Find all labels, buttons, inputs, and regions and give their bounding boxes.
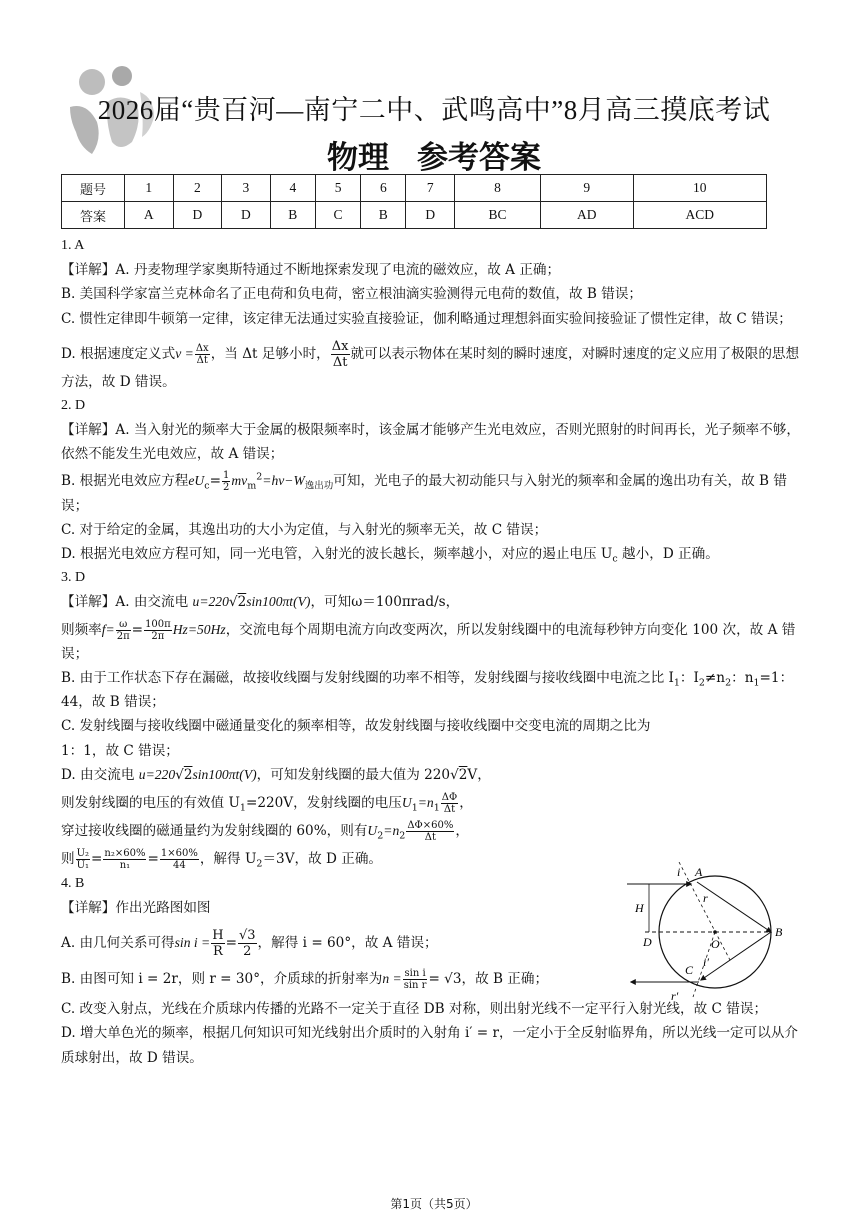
fraction: $\frac{H}{R}$ bbox=[212, 928, 224, 960]
question-3-option-a-line2: 则频率f= $\frac{\omega}{2\pi}$ = $\frac{100\pi}{2\pi}$ Hz=50Hz，交流电每个周期电流方向改变两次，所以发射线圈中的电流每秒钟方向变化 100 次，故 A 错误； bbox=[61, 618, 796, 662]
question-4-intro: 【详解】作出光路图如图 bbox=[61, 899, 211, 916]
table-header-number: 题号 bbox=[62, 175, 125, 202]
fraction: $\frac{1}{2}$ bbox=[222, 470, 230, 494]
label-r: r bbox=[703, 891, 708, 905]
question-3-option-d-line2: 则发射线圈的电压的有效值 $U_1=220V$，发射线圈的电压$U_1=n_1$ $\frac{\Delta\Phi}{\Delta t}$ ， bbox=[61, 792, 473, 816]
fraction: $\frac{\Delta x}{\Delta t}$ bbox=[331, 338, 349, 370]
question-3-heading: 3. D bbox=[61, 570, 86, 586]
question-4-option-d: D. 增大单色光的频率，根据几何知识可知光线射出介质时的入射角 i′ = r，一定小于全反射临界角，所以光线一定可以从介质球射出，故 D 错误。 bbox=[61, 1025, 799, 1066]
table-cell: 3 bbox=[222, 175, 271, 202]
question-3-option-d-line3: 穿过接收线圈的磁通量约为发射线圈的 60%，则有$U_2=n_2$ $\frac{\Delta\Phi\times 60\%}{\Delta t}$ ， bbox=[61, 820, 469, 844]
question-4-heading: 4. B bbox=[61, 875, 85, 891]
table-cell: B bbox=[270, 202, 315, 229]
table-cell: BC bbox=[455, 202, 541, 229]
table-cell: 2 bbox=[173, 175, 222, 202]
label-r-prime: r′ bbox=[671, 989, 679, 1003]
question-3-option-d-line1: D. 由交流电 u=220√2sin100πt(V)，可知发射线圈的最大值为 220√2V， bbox=[61, 766, 491, 783]
label-i: i bbox=[677, 865, 681, 879]
table-cell: 6 bbox=[361, 175, 406, 202]
fraction: $\frac{100\pi}{2\pi}$ bbox=[145, 618, 171, 642]
page-footer: 第1页（共5页） bbox=[390, 1197, 478, 1211]
refracted-ray-ab bbox=[697, 882, 771, 932]
table-row bbox=[62, 202, 767, 229]
table-cell: 10 bbox=[633, 175, 766, 202]
table-cell: 7 bbox=[406, 175, 455, 202]
answer-key-label: 参考答案 bbox=[417, 140, 541, 176]
table-cell: C bbox=[315, 202, 360, 229]
table-cell: ACD bbox=[633, 202, 766, 229]
table-header-answer: 答案 bbox=[62, 202, 125, 229]
exam-subtitle bbox=[0, 132, 868, 177]
question-3-option-c-line1: C. 发射线圈与接收线圈中磁通量变化的频率相等，故发射线圈与接收线圈中交变电流的周期之比为 bbox=[61, 718, 651, 735]
question-4-option-c: C. 改变入射点，光线在介质球内传播的光路不一定关于直径 DB 对称，则出射光线不一定平行入射光线，故 C 错误； bbox=[61, 1001, 768, 1018]
fraction: $\frac{\text{n₂×60\%}}{\text{n₁}}$ bbox=[104, 848, 146, 872]
question-4-option-a: A. 由几何关系可得sin i = $\frac{H}{R}$ = $\frac{√3}{2}$ ，解得 i = 60°，故 A 错误； bbox=[61, 928, 438, 960]
table-cell: 5 bbox=[315, 175, 360, 202]
fraction: $\frac{\Delta\Phi\times 60\%}{\Delta t}$ bbox=[407, 820, 454, 844]
fraction: $\frac{√3}{2}$ bbox=[238, 928, 256, 960]
question-3-option-a-line1: 【详解】A. 由交流电 u=220√2sin100πt(V)，可知ω＝100πrad/s， bbox=[61, 594, 460, 611]
label-o: O bbox=[711, 937, 720, 951]
label-c: C bbox=[685, 963, 694, 977]
question-3-option-b: B. 由于工作状态下存在漏磁，故接收线圈与发射线圈的功率不相等，发射线圈与接收线圈中电流之比 $I_1$：$I_2\ne n_2$：$n_1=1$：44，故 B 错误； bbox=[61, 670, 794, 711]
label-d: D bbox=[643, 935, 652, 949]
fraction: $\frac{\omega}{2\pi}$ bbox=[116, 618, 130, 642]
table-cell: 9 bbox=[540, 175, 633, 202]
table-row bbox=[62, 175, 767, 202]
table-cell: D bbox=[222, 202, 271, 229]
sqrt-symbol: √ bbox=[450, 766, 459, 783]
sqrt-symbol: √ bbox=[228, 594, 238, 611]
table-cell: 8 bbox=[455, 175, 541, 202]
question-2-option-d: D. 根据光电效应方程可知，同一光电管，入射光的波长越长，频率越小，对应的遏止电压 $U_c$ 越小，D 正确。 bbox=[61, 546, 719, 565]
question-4-option-b: B. 由图可知 i = 2r，则 r = 30°，介质球的折射率为n = $\frac{\text{sin i}}{\text{sin r}}$ = √3，故 B 正确； bbox=[61, 968, 549, 992]
fraction: $\frac{\Delta\Phi}{\Delta t}$ bbox=[441, 792, 458, 816]
label-a: A bbox=[695, 865, 703, 879]
question-2-option-c: C. 对于给定的金属，其逸出功的大小为定值，与入射光的频率无关，故 C 错误； bbox=[61, 521, 548, 538]
question-1-option-d: D. 根据速度定义式v = $\frac{\Delta x}{\Delta t}$ ，当 Δt 足够小时， $\frac{\Delta x}{\Delta t}$ 就可以表示物体在某时刻的瞬时速度，对瞬时速度的定义应用了极限的思想方法，故 D 错误。 bbox=[61, 338, 800, 390]
question-2-heading: 2. D bbox=[61, 397, 86, 413]
question-3-option-d-line4: 则 $\frac{\text{U₂}}{\text{U₁}}$ = $\frac{\text{n₂×60\%}}{\text{n₁}}$ = $\frac{1\times 60\%}{44}$ ，解得 $U_2=3V$，故 D 正确。 bbox=[61, 848, 383, 872]
table-cell: A bbox=[125, 202, 174, 229]
exam-title: 2026届“贵百河—南宁二中、武鸣高中”8月高三摸底考试 bbox=[97, 95, 771, 125]
label-b: B bbox=[775, 925, 783, 939]
table-cell: D bbox=[406, 202, 455, 229]
subject-label: 物理 bbox=[327, 140, 389, 176]
table-cell: 4 bbox=[270, 175, 315, 202]
light-path-diagram bbox=[627, 862, 797, 1012]
question-1-option-b: B. 美国科学家富兰克林命名了正电荷和负电荷，密立根油滴实验测得元电荷的数值，故 B 错误； bbox=[61, 286, 643, 303]
center-point bbox=[713, 930, 717, 934]
fraction: $\frac{1\times 60\%}{44}$ bbox=[160, 848, 198, 872]
question-1-option-a: 【详解】A. 丹麦物理学家奥斯特通过不断地探索发现了电流的磁效应，故 A 正确； bbox=[61, 262, 561, 279]
fraction: $\frac{\text{sin i}}{\text{sin r}}$ bbox=[403, 968, 427, 992]
question-3-option-c-line2: 1：1，故 C 错误； bbox=[61, 742, 179, 759]
sqrt-symbol: √ bbox=[175, 766, 184, 783]
table-cell: B bbox=[361, 202, 406, 229]
table-cell: 1 bbox=[125, 175, 174, 202]
answer-table bbox=[61, 174, 767, 229]
label-i-prime: i′ bbox=[703, 955, 709, 969]
question-1-option-c: C. 惯性定律即牛顿第一定律，该定律无法通过实验直接验证，伽利略通过理想斜面实验间接验证了惯性定律，故 C 错误； bbox=[61, 310, 792, 327]
table-cell: AD bbox=[540, 202, 633, 229]
fraction: $\frac{\Delta x}{\Delta t}$ bbox=[195, 342, 209, 366]
question-2-option-a: 【详解】A. 当入射光的频率大于金属的极限频率时，该金属才能够产生光电效应，否则光照射的时间再长，光子频率不够，依然不能发生光电效应，故 A 错误； bbox=[61, 422, 800, 463]
question-1-heading: 1. A bbox=[61, 238, 85, 253]
question-2-option-b: B. 根据光电效应方程$eU_c=$ $\frac{1}{2}$ $mv_m^2=h\nu-W_{逸出功}$可知，光电子的最大初动能只与入射光的频率和金属的逸出功有关，故 B 错误； bbox=[61, 470, 787, 514]
fraction: $\frac{\text{U₂}}{\text{U₁}}$ bbox=[76, 848, 90, 872]
label-h: H bbox=[635, 901, 644, 915]
table-cell: D bbox=[173, 202, 222, 229]
